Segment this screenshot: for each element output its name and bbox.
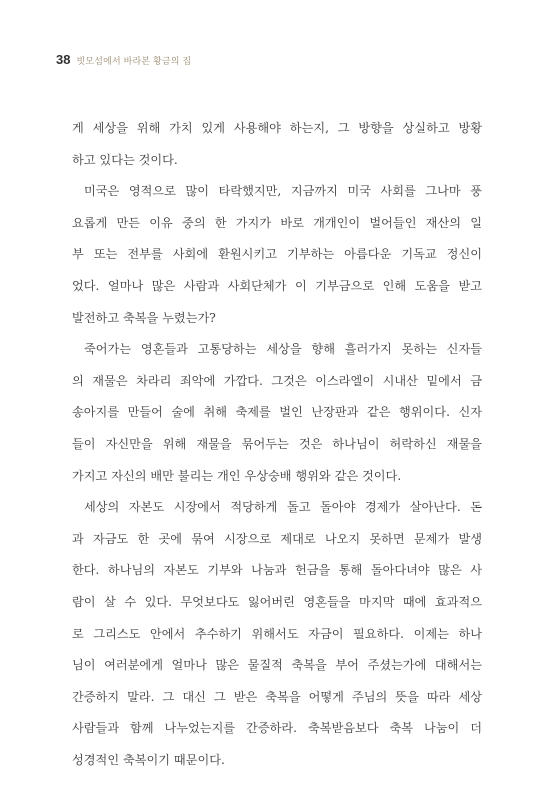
text-line: 게 세상을 위해 가치 있게 사용해야 하는지, 그 방향을 상실하고 방황 bbox=[72, 121, 482, 135]
running-head bbox=[56, 52, 191, 68]
text-line: 가지고 자신의 배만 불리는 개인 우상숭배 행위와 같은 것이다. bbox=[72, 468, 402, 483]
paragraph bbox=[72, 113, 482, 176]
paragraph bbox=[72, 492, 482, 776]
text-line: 한다. 하나님의 자본도 기부와 나눔과 헌금을 통해 돌아다녀야 많은 사 bbox=[72, 563, 482, 578]
text-line: 었다. 얼마나 많은 사람과 사회단체가 이 기부금으로 인해 도움을 받고 bbox=[72, 278, 482, 293]
text-line: 미국은 영적으로 많이 타락했지만, 지금까지 미국 사회를 그나마 풍 bbox=[84, 184, 482, 199]
text-line: 송아지를 만들어 술에 취해 축제를 벌인 난장판과 같은 행위이다. 신자 bbox=[72, 405, 482, 420]
text-line: 부 또는 전부를 사회에 환원시키고 기부하는 아름다운 기독교 정신이 bbox=[72, 247, 482, 262]
body-text bbox=[72, 113, 482, 776]
paragraph bbox=[72, 334, 482, 492]
text-line: 로 그리스도 안에서 추수하기 위해서도 자금이 필요하다. 이제는 하나 bbox=[72, 626, 482, 641]
text-line: 성경적인 축복이기 때문이다. bbox=[72, 752, 225, 767]
page-number: 38 bbox=[56, 52, 71, 67]
text-line: 과 자금도 한 곳에 묶여 시장으로 제대로 나오지 못하면 문제가 발생 bbox=[72, 531, 482, 546]
text-line: 죽어가는 영혼들과 고통당하는 세상을 향해 흘러가지 못하는 신자들 bbox=[84, 342, 482, 357]
text-line: 발전하고 축복을 누렸는가? bbox=[72, 310, 216, 325]
text-line: 하고 있다는 것이다. bbox=[72, 152, 178, 167]
text-line: 람이 살 수 있다. 무엇보다도 잃어버린 영혼들을 마지막 때에 효과적으 bbox=[72, 594, 482, 609]
book-title: 빗모섬에서 바라본 황금의 집 bbox=[76, 56, 192, 66]
text-line: 요롭게 만든 이유 중의 한 가지가 바로 개개인이 벌어들인 재산의 일 bbox=[72, 215, 482, 230]
paragraph bbox=[72, 176, 482, 334]
text-line: 의 재물은 차라리 죄악에 가깝다. 그것은 이스라엘이 시내산 밑에서 금 bbox=[72, 373, 482, 388]
text-line: 님이 여러분에게 얼마나 많은 물질적 축복을 부어 주셨는가에 대해서는 bbox=[72, 658, 482, 673]
text-line: 들이 자신만을 위해 재물을 묶어두는 것은 하나님이 허락하신 재물을 bbox=[72, 436, 482, 451]
text-line: 간증하지 말라. 그 대신 그 받은 축복을 어떻게 주님의 뜻을 따라 세상 bbox=[72, 689, 482, 704]
text-line: 세상의 자본도 시장에서 적당하게 돌고 돌아야 경제가 살아난다. 돈 bbox=[84, 500, 482, 515]
text-line: 사람들과 함께 나누었는지를 간증하라. 축복받음보다 축복 나눔이 더 bbox=[72, 721, 482, 736]
